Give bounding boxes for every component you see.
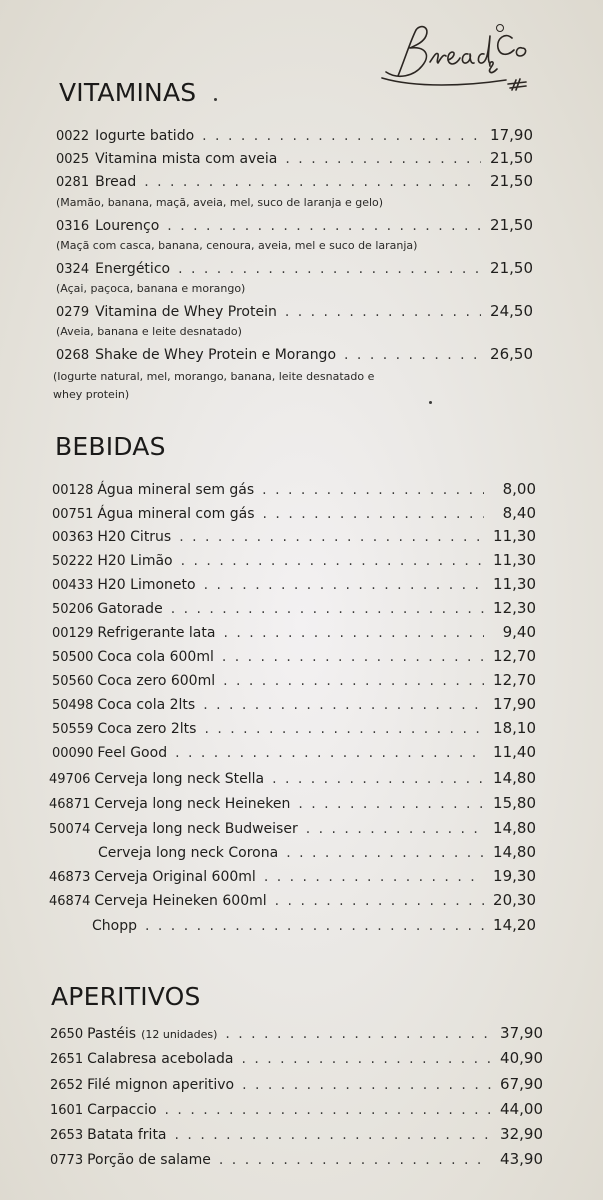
item-name: Batata frita bbox=[87, 1127, 167, 1143]
leader-dots bbox=[223, 625, 484, 641]
leader-dots bbox=[204, 577, 484, 593]
menu-item bbox=[52, 599, 536, 617]
item-price: 17,90 bbox=[490, 126, 533, 144]
item-name: Carpaccio bbox=[87, 1102, 157, 1118]
item-name: Iogurte batido bbox=[95, 128, 195, 144]
item-name: H20 Limoneto bbox=[97, 577, 196, 593]
menu-item bbox=[50, 1125, 543, 1143]
item-price: 37,90 bbox=[500, 1024, 543, 1042]
item-code: 00751 bbox=[52, 507, 94, 522]
item-name: Cerveja long neck Heineken bbox=[94, 796, 291, 812]
item-price: 21,50 bbox=[490, 216, 533, 234]
menu-item bbox=[50, 1075, 543, 1093]
item-code: 0281 bbox=[56, 175, 90, 190]
leader-dots bbox=[175, 1127, 491, 1143]
item-name: Coca cola 600ml bbox=[97, 649, 214, 665]
item-price: 12,70 bbox=[493, 671, 536, 689]
item-code: 50559 bbox=[52, 722, 94, 737]
item-name: Coca cola 2lts bbox=[97, 697, 196, 713]
item-name: H20 Limão bbox=[97, 553, 173, 569]
leader-dots bbox=[285, 151, 481, 167]
menu-item bbox=[56, 216, 533, 234]
item-name: Calabresa acebolada bbox=[87, 1051, 234, 1067]
menu-item bbox=[52, 719, 536, 737]
item-name: Água mineral sem gás bbox=[97, 482, 255, 498]
menu-item bbox=[52, 695, 536, 713]
item-code: 00128 bbox=[52, 483, 94, 498]
item-code: 0279 bbox=[56, 305, 90, 320]
item-price: 21,50 bbox=[490, 149, 533, 167]
section-title-bebidas: BEBIDAS bbox=[55, 432, 166, 461]
leader-dots bbox=[181, 553, 484, 569]
item-name: Coca zero 2lts bbox=[97, 721, 197, 737]
item-code: 0316 bbox=[56, 219, 90, 234]
item-code: 46873 bbox=[49, 870, 91, 885]
item-code: 1601 bbox=[50, 1103, 84, 1118]
menu-item bbox=[56, 302, 533, 320]
menu-item bbox=[50, 1100, 543, 1118]
item-name: Chopp bbox=[92, 918, 137, 934]
item-price: 24,50 bbox=[490, 302, 533, 320]
item-price: 14,80 bbox=[493, 769, 536, 787]
menu-item bbox=[50, 1024, 543, 1042]
item-code: 46874 bbox=[49, 894, 91, 909]
item-price: 44,00 bbox=[500, 1100, 543, 1118]
item-price: 21,50 bbox=[490, 259, 533, 277]
item-price: 43,90 bbox=[500, 1150, 543, 1168]
menu-item bbox=[52, 504, 536, 522]
menu-item bbox=[92, 916, 536, 934]
item-code: 0022 bbox=[56, 129, 90, 144]
leader-dots bbox=[178, 261, 481, 277]
leader-dots bbox=[286, 845, 484, 861]
menu-item bbox=[56, 259, 533, 277]
item-name: Pastéis bbox=[87, 1026, 137, 1042]
item-name: Vitamina de Whey Protein bbox=[95, 304, 277, 320]
item-code: 2653 bbox=[50, 1128, 84, 1143]
menu-item bbox=[52, 527, 536, 545]
menu-item bbox=[56, 345, 533, 363]
item-price: 14,80 bbox=[493, 819, 536, 837]
menu-item bbox=[49, 867, 536, 885]
item-price: 26,50 bbox=[490, 345, 533, 363]
bread-and-co-logo bbox=[376, 16, 536, 100]
item-code: 0025 bbox=[56, 152, 90, 167]
item-name: Água mineral com gás bbox=[97, 506, 255, 522]
item-name: Refrigerante lata bbox=[97, 625, 216, 641]
menu-item bbox=[52, 480, 536, 498]
item-description: (Açai, paçoca, banana e morango) bbox=[56, 282, 246, 295]
item-price: 19,30 bbox=[493, 867, 536, 885]
leader-dots bbox=[263, 506, 484, 522]
item-name: Lourenço bbox=[95, 218, 160, 234]
menu-item bbox=[56, 126, 533, 144]
leader-dots bbox=[306, 821, 484, 837]
item-code: 00433 bbox=[52, 578, 94, 593]
item-price: 12,70 bbox=[493, 647, 536, 665]
item-name: Cerveja Heineken 600ml bbox=[94, 893, 267, 909]
section-title-vitaminas: VITAMINAS bbox=[59, 78, 197, 107]
item-code: 50074 bbox=[49, 822, 91, 837]
item-name: Coca zero 600ml bbox=[97, 673, 216, 689]
menu-item bbox=[52, 671, 536, 689]
item-price: 21,50 bbox=[490, 172, 533, 190]
leader-dots bbox=[167, 218, 481, 234]
leader-dots bbox=[241, 1051, 491, 1067]
leader-dots bbox=[179, 529, 484, 545]
item-price: 8,40 bbox=[502, 504, 536, 522]
leader-dots bbox=[165, 1102, 491, 1118]
menu-item bbox=[52, 647, 536, 665]
menu-item bbox=[49, 891, 536, 909]
item-price: 14,80 bbox=[493, 843, 536, 861]
item-price: 40,90 bbox=[500, 1049, 543, 1067]
menu-item bbox=[49, 794, 536, 812]
paper-speck bbox=[214, 98, 217, 101]
menu-item bbox=[52, 551, 536, 569]
leader-dots bbox=[264, 869, 484, 885]
leader-dots bbox=[171, 601, 484, 617]
item-name: Filé mignon aperitivo bbox=[87, 1077, 235, 1093]
item-price: 32,90 bbox=[500, 1125, 543, 1143]
item-code: 0324 bbox=[56, 262, 90, 277]
item-name: Energético bbox=[95, 261, 171, 277]
item-code: 00090 bbox=[52, 746, 94, 761]
item-code: 2652 bbox=[50, 1078, 84, 1093]
menu-item bbox=[56, 149, 533, 167]
item-name: Bread bbox=[95, 174, 137, 190]
item-code: 46871 bbox=[49, 797, 91, 812]
leader-dots bbox=[222, 649, 484, 665]
item-price: 20,30 bbox=[493, 891, 536, 909]
item-price: 11,30 bbox=[493, 551, 536, 569]
item-name: Cerveja Original 600ml bbox=[94, 869, 256, 885]
item-code: 50498 bbox=[52, 698, 94, 713]
item-code: 00129 bbox=[52, 626, 94, 641]
item-description: (Maçã com casca, banana, cenoura, aveia, mel e suco de laranja) bbox=[56, 239, 418, 252]
leader-dots bbox=[285, 304, 481, 320]
leader-dots bbox=[202, 128, 481, 144]
item-price: 11,30 bbox=[493, 575, 536, 593]
menu-item bbox=[52, 743, 536, 761]
leader-dots bbox=[262, 482, 484, 498]
leader-dots bbox=[219, 1152, 491, 1168]
leader-dots bbox=[203, 697, 484, 713]
leader-dots bbox=[225, 1026, 491, 1042]
paper-speck bbox=[429, 401, 432, 404]
menu-item bbox=[49, 769, 536, 787]
item-code: 0268 bbox=[56, 348, 90, 363]
item-price: 12,30 bbox=[493, 599, 536, 617]
item-description: (Mamão, banana, maçã, aveia, mel, suco de laranja e gelo) bbox=[56, 196, 384, 209]
menu-item bbox=[56, 172, 533, 190]
leader-dots bbox=[344, 347, 481, 363]
leader-dots bbox=[298, 796, 484, 812]
item-price: 14,20 bbox=[493, 916, 536, 934]
section-title-aperitivos: APERITIVOS bbox=[51, 982, 201, 1011]
item-name: Cerveja long neck Budweiser bbox=[94, 821, 298, 837]
item-price: 18,10 bbox=[493, 719, 536, 737]
item-name: Porção de salame bbox=[87, 1152, 211, 1168]
menu-item bbox=[50, 1150, 543, 1168]
item-description-continued: whey protein) bbox=[53, 388, 130, 401]
leader-dots bbox=[175, 745, 484, 761]
leader-dots bbox=[204, 721, 484, 737]
item-description: (Aveia, banana e leite desnatado) bbox=[56, 325, 242, 338]
item-name: Cerveja long neck Corona bbox=[98, 845, 279, 861]
item-name: Vitamina mista com aveia bbox=[95, 151, 278, 167]
item-code: 00363 bbox=[52, 530, 94, 545]
item-price: 11,30 bbox=[493, 527, 536, 545]
item-code: 50500 bbox=[52, 650, 94, 665]
item-price: 17,90 bbox=[493, 695, 536, 713]
item-code: 49706 bbox=[49, 772, 91, 787]
item-name: Cerveja long neck Stella bbox=[94, 771, 265, 787]
item-name: Shake de Whey Protein e Morango bbox=[95, 347, 337, 363]
item-price: 9,40 bbox=[502, 623, 536, 641]
leader-dots bbox=[144, 174, 481, 190]
item-note: (12 unidades) bbox=[141, 1028, 218, 1041]
item-name: Gatorade bbox=[97, 601, 163, 617]
item-description: (Iogurte natural, mel, morango, banana, leite desnatado e bbox=[53, 370, 375, 383]
item-code: 0773 bbox=[50, 1153, 84, 1168]
item-code: 2651 bbox=[50, 1052, 84, 1067]
item-code: 50222 bbox=[52, 554, 94, 569]
menu-item bbox=[50, 1049, 543, 1067]
menu-item bbox=[52, 623, 536, 641]
leader-dots bbox=[272, 771, 484, 787]
menu-item bbox=[98, 843, 536, 861]
item-price: 8,00 bbox=[502, 480, 536, 498]
item-code: 50560 bbox=[52, 674, 94, 689]
item-code: 50206 bbox=[52, 602, 94, 617]
item-price: 67,90 bbox=[500, 1075, 543, 1093]
item-price: 11,40 bbox=[493, 743, 536, 761]
item-price: 15,80 bbox=[493, 794, 536, 812]
menu-item bbox=[52, 575, 536, 593]
leader-dots bbox=[242, 1077, 491, 1093]
item-name: Feel Good bbox=[97, 745, 168, 761]
leader-dots bbox=[145, 918, 484, 934]
item-code: 2650 bbox=[50, 1027, 84, 1042]
item-name: H20 Citrus bbox=[97, 529, 172, 545]
leader-dots bbox=[275, 893, 484, 909]
leader-dots bbox=[223, 673, 484, 689]
menu-item bbox=[49, 819, 536, 837]
